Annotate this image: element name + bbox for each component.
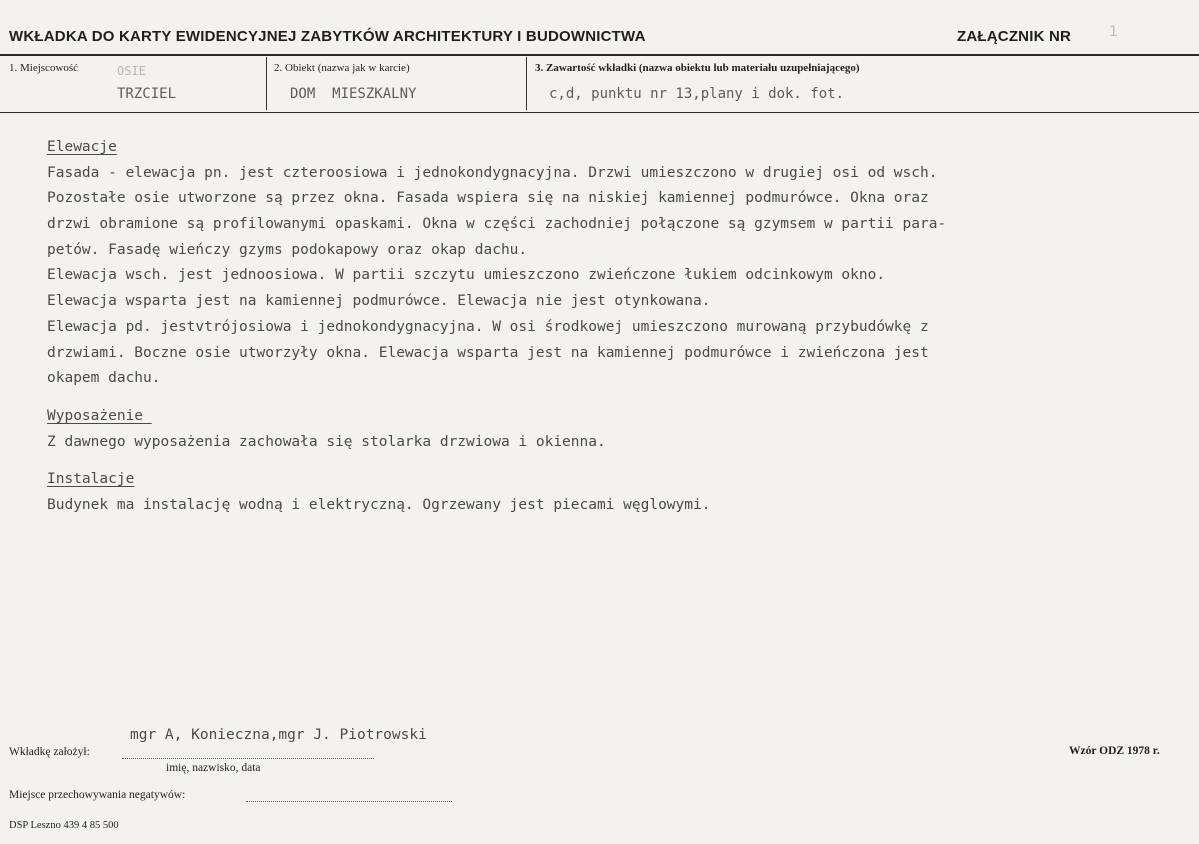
section-wyposazenie	[47, 404, 1127, 455]
form-pattern: Wzór ODZ 1978 r.	[1069, 745, 1160, 757]
description-body	[47, 135, 1127, 519]
field-content-label: 3. Zawartość wkładki (nazwa obiektu lub materiału uzupełniającego)	[535, 62, 860, 74]
column-divider-2	[526, 57, 527, 110]
section-instalacje	[47, 467, 1127, 518]
card-header	[9, 24, 1191, 50]
field-content	[535, 57, 1185, 115]
field-object-value: DOM MIESZKALNY	[290, 86, 417, 102]
section-heading: Elewacje	[47, 139, 117, 155]
text-line: drzwiami. Boczne osie utworzyły okna. Elewacja wsparta jest na kamiennej podmurówce i zwieńczona jest	[47, 344, 929, 361]
text-line: Elewacja wsparta jest na kamiennej podmurówce. Elewacja nie jest otynkowana.	[47, 293, 711, 310]
negatives-dotted-line	[246, 801, 452, 802]
text-line: petów. Fasadę wieńczy gzyms podokapowy oraz okap dachu.	[47, 241, 528, 258]
text-line: Fasada - elewacja pn. jest czteroosiowa i jednokondygnacyjna. Drzwi umieszczono w drugiej osi od wsch.	[47, 164, 938, 181]
field-object-label: 2. Obiekt (nazwa jak w karcie)	[274, 62, 410, 74]
negatives-label: Miejsce przechowywania negatywów:	[9, 789, 186, 801]
fields-bottom-rule	[0, 112, 1199, 113]
fields-row	[0, 57, 1199, 115]
header-rule	[0, 54, 1199, 56]
field-locality-faded: OSIE	[117, 64, 146, 78]
text-line: Elewacja wsch. jest jednoosiowa. W partii szczytu umieszczono zwieńczone łukiem odcinkowym okno.	[47, 267, 886, 284]
text-line: Pozostałe osie utworzone są przez okna. Fasada wspiera się na niskiej kamiennej podmurówce. Okna oraz	[47, 190, 929, 207]
field-object	[274, 57, 519, 115]
text-line: Budynek ma instalację wodną i elektryczną. Ogrzewany jest piecami węglowymi.	[47, 496, 711, 513]
section-heading: Wyposażenie	[47, 407, 152, 424]
author-dotted-line	[122, 758, 374, 759]
text-line: Elewacja pd. jestvtrójosiowa i jednokondygnacyjna. W osi środkowej umieszczono murowaną przybudówkę z	[47, 318, 929, 335]
text-line: okapem dachu.	[47, 370, 161, 387]
field-locality-value: TRZCIEL	[117, 86, 177, 102]
field-content-value: c,d, punktu nr 13,plany i dok. fot.	[549, 86, 845, 102]
author-label: Wkładkę założył:	[9, 746, 90, 758]
annex-label: ZAŁĄCZNIK NR	[957, 28, 1072, 45]
card-title: WKŁADKA DO KARTY EWIDENCYJNEJ ZABYTKÓW ARCHITEKTURY I BUDOWNICTWA	[9, 28, 646, 45]
printer-imprint: DSP Leszno 439 4 85 500	[9, 820, 119, 831]
author-hint: imię, nazwisko, data	[166, 762, 261, 774]
text-line: drzwi obramione są profilowanymi opaskami. Okna w części zachodniej połączone są gzymsem w partii para-	[47, 216, 947, 233]
section-heading: Instalacje	[47, 471, 135, 488]
author-signature: mgr A, Konieczna,mgr J. Piotrowski	[130, 727, 427, 743]
text-line: Z dawnego wyposażenia zachowała się stolarka drzwiowa i okienna.	[47, 433, 606, 450]
column-divider-1	[266, 57, 267, 110]
section-elewacje	[47, 135, 1127, 392]
field-locality-label: 1. Miejscowość	[9, 62, 79, 74]
annex-number: 1	[1109, 24, 1118, 40]
